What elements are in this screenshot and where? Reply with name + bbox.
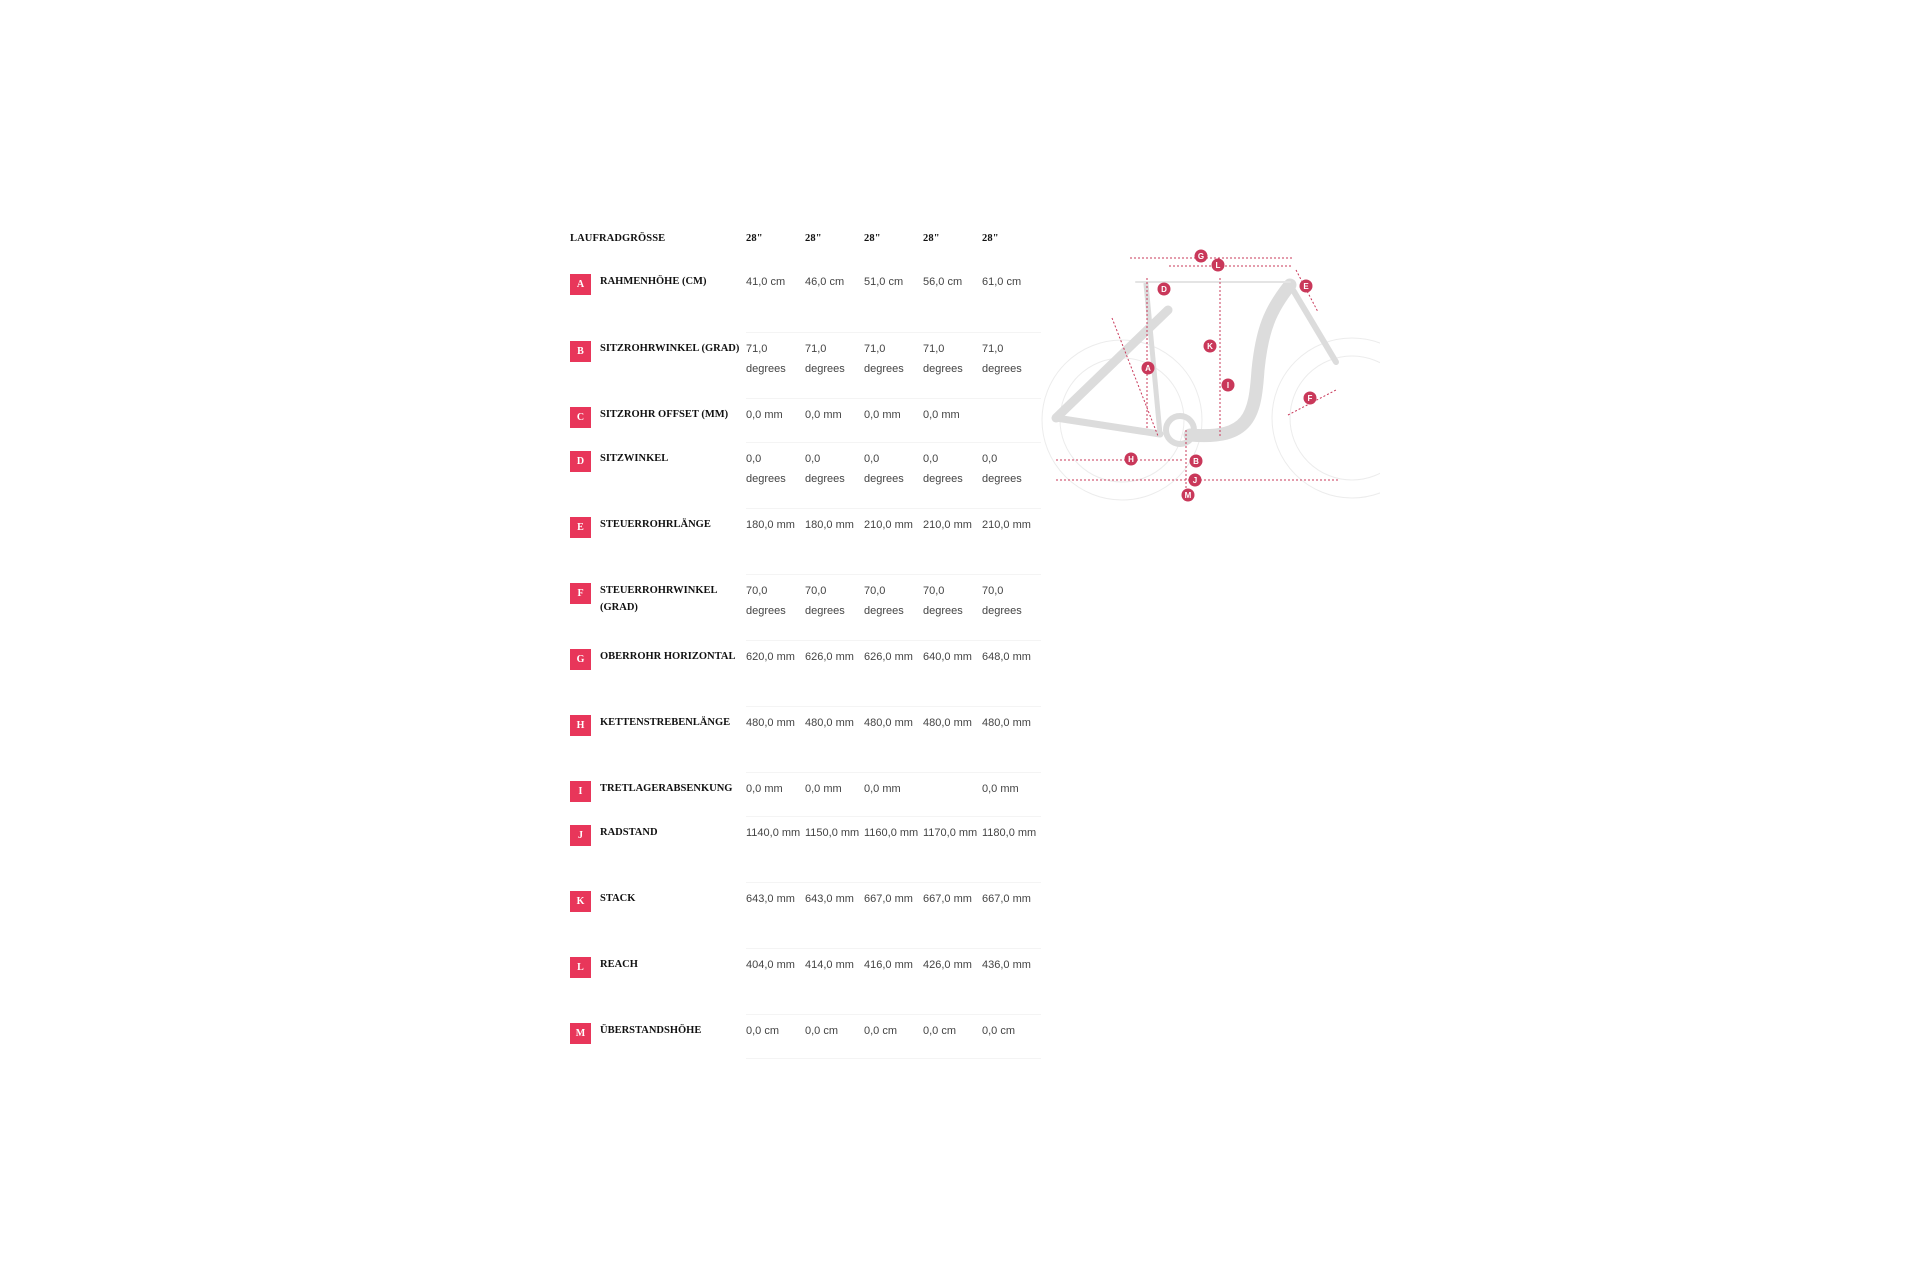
table-row (570, 266, 1041, 332)
value-cell: 71,0 degrees (805, 332, 864, 398)
dimension-marker (1204, 340, 1217, 353)
dimension-label: TRETLAGERABSENKUNG (600, 782, 733, 794)
wheel-size-2: 28" (805, 233, 822, 244)
dimension-key-badge: M (570, 1023, 591, 1044)
dimension-marker-label: F (1307, 394, 1313, 403)
value-cell: 480,0 mm (746, 706, 805, 772)
value-cell: 620,0 mm (746, 640, 805, 706)
value-cell: 640,0 mm (923, 640, 982, 706)
value-cell: 667,0 mm (864, 882, 923, 948)
row-label-cell (570, 332, 746, 398)
dimension-key-badge: I (570, 781, 591, 802)
value-cell: 0,0 cm (982, 1014, 1041, 1058)
value-cell: 0,0 mm (982, 772, 1041, 816)
value-cell: 70,0 degrees (864, 574, 923, 640)
dimension-key-badge: H (570, 715, 591, 736)
table-row (570, 442, 1041, 508)
value-cell: 626,0 mm (805, 640, 864, 706)
row-label-cell (570, 706, 746, 772)
row-label-cell (570, 398, 746, 442)
row-label-cell (570, 1014, 746, 1058)
value-cell: 1150,0 mm (805, 816, 864, 882)
value-cell: 426,0 mm (923, 948, 982, 1014)
dimension-marker (1222, 379, 1235, 392)
value-cell: 70,0 degrees (982, 574, 1041, 640)
dimension-marker (1158, 283, 1171, 296)
value-cell: 70,0 degrees (746, 574, 805, 640)
value-cell: 480,0 mm (982, 706, 1041, 772)
value-cell: 0,0 mm (746, 398, 805, 442)
value-cell (982, 398, 1041, 442)
value-cell: 0,0 mm (864, 398, 923, 442)
dimension-marker-label: K (1207, 342, 1213, 351)
value-cell: 70,0 degrees (923, 574, 982, 640)
dimension-marker (1190, 455, 1203, 468)
dimension-marker-label: B (1193, 457, 1199, 466)
geometry-table-body (570, 266, 1041, 1058)
value-cell: 480,0 mm (864, 706, 923, 772)
table-row (570, 948, 1041, 1014)
value-cell: 0,0 degrees (746, 442, 805, 508)
row-label-cell (570, 574, 746, 640)
dimension-key-badge: L (570, 957, 591, 978)
dimension-key-badge: B (570, 341, 591, 362)
row-label-cell (570, 816, 746, 882)
value-cell: 0,0 degrees (982, 442, 1041, 508)
value-cell: 0,0 degrees (864, 442, 923, 508)
wheel-size-4: 28" (923, 233, 940, 244)
dimension-marker (1212, 259, 1225, 272)
value-cell: 180,0 mm (805, 508, 864, 574)
row-label-cell (570, 948, 746, 1014)
header-row (570, 222, 1041, 266)
value-cell: 404,0 mm (746, 948, 805, 1014)
dimension-label: STACK (600, 892, 636, 904)
table-row (570, 1014, 1041, 1058)
value-cell: 1140,0 mm (746, 816, 805, 882)
row-label-cell (570, 266, 746, 332)
dimension-key-badge: G (570, 649, 591, 670)
table-row (570, 640, 1041, 706)
dimension-marker (1189, 474, 1202, 487)
value-cell: 480,0 mm (805, 706, 864, 772)
value-cell: 648,0 mm (982, 640, 1041, 706)
dimension-label: SITZROHRWINKEL (GRAD) (600, 342, 740, 354)
value-cell: 643,0 mm (805, 882, 864, 948)
value-cell: 0,0 cm (923, 1014, 982, 1058)
value-cell: 0,0 degrees (805, 442, 864, 508)
dimension-key-badge: F (570, 583, 591, 604)
dimension-key-badge: D (570, 451, 591, 472)
dimension-key-badge: E (570, 517, 591, 538)
value-cell: 626,0 mm (864, 640, 923, 706)
value-cell: 480,0 mm (923, 706, 982, 772)
dimension-label: SITZWINKEL (600, 452, 669, 464)
dimension-marker-label: M (1184, 491, 1192, 500)
value-cell: 41,0 cm (746, 266, 805, 332)
row-label-cell (570, 882, 746, 948)
geometry-table (570, 222, 1041, 1059)
table-row (570, 508, 1041, 574)
value-cell: 210,0 mm (923, 508, 982, 574)
wheel-size-header: LAUFRADGRÖSSE (570, 233, 666, 244)
table-row (570, 574, 1041, 640)
dimension-marker-label: G (1197, 252, 1205, 261)
value-cell: 1180,0 mm (982, 816, 1041, 882)
dimension-label: OBERROHR HORIZONTAL (600, 650, 736, 662)
value-cell: 667,0 mm (923, 882, 982, 948)
dimension-marker (1300, 280, 1313, 293)
value-cell: 0,0 cm (746, 1014, 805, 1058)
value-cell: 416,0 mm (864, 948, 923, 1014)
value-cell: 0,0 mm (805, 398, 864, 442)
dimension-label: REACH (600, 958, 638, 970)
dimension-label: KETTENSTREBENLÄNGE (600, 716, 731, 728)
dimension-marker-label: I (1226, 381, 1230, 390)
dimension-marker (1304, 392, 1317, 405)
value-cell: 71,0 degrees (746, 332, 805, 398)
value-cell: 1170,0 mm (923, 816, 982, 882)
value-cell: 1160,0 mm (864, 816, 923, 882)
dimension-label: SITZROHR OFFSET (MM) (600, 408, 729, 420)
front-wheel (1272, 338, 1380, 498)
dimension-marker-label: L (1215, 261, 1221, 270)
dimension-marker-label: D (1161, 285, 1167, 294)
table-row (570, 772, 1041, 816)
row-label-cell (570, 442, 746, 508)
table-row (570, 882, 1041, 948)
value-cell: 46,0 cm (805, 266, 864, 332)
value-cell: 667,0 mm (982, 882, 1041, 948)
value-cell (923, 772, 982, 816)
row-label-cell (570, 772, 746, 816)
dimension-marker-label: J (1192, 476, 1198, 485)
dimension-label: STEUERROHRWINKEL (GRAD) (600, 584, 717, 613)
table-row (570, 332, 1041, 398)
value-cell: 0,0 cm (805, 1014, 864, 1058)
wheel-size-1: 28" (746, 233, 763, 244)
dimension-key-badge: J (570, 825, 591, 846)
dimension-marker (1142, 362, 1155, 375)
dimension-marker-label: H (1128, 455, 1134, 464)
dimension-label: RAHMENHÖHE (CM) (600, 276, 707, 287)
value-cell: 61,0 cm (982, 266, 1041, 332)
value-cell: 71,0 degrees (864, 332, 923, 398)
dimension-marker (1182, 489, 1195, 502)
dimension-key-badge: C (570, 407, 591, 428)
value-cell: 0,0 mm (805, 772, 864, 816)
row-label-cell (570, 640, 746, 706)
row-label-cell (570, 508, 746, 574)
value-cell: 51,0 cm (864, 266, 923, 332)
dimension-marker (1195, 250, 1208, 263)
value-cell: 436,0 mm (982, 948, 1041, 1014)
value-cell: 71,0 degrees (982, 332, 1041, 398)
value-cell: 180,0 mm (746, 508, 805, 574)
value-cell: 70,0 degrees (805, 574, 864, 640)
value-cell: 643,0 mm (746, 882, 805, 948)
value-cell: 0,0 degrees (923, 442, 982, 508)
dimension-marker-label: E (1303, 282, 1309, 291)
dimension-key-badge: A (570, 274, 591, 295)
value-cell: 56,0 cm (923, 266, 982, 332)
table-row (570, 706, 1041, 772)
value-cell: 0,0 mm (864, 772, 923, 816)
wheel-size-3: 28" (864, 233, 881, 244)
dimension-label: RADSTAND (600, 826, 658, 838)
value-cell: 0,0 mm (923, 398, 982, 442)
dimension-label: STEUERROHRLÄNGE (600, 518, 711, 530)
table-row (570, 816, 1041, 882)
value-cell: 414,0 mm (805, 948, 864, 1014)
dimension-marker-label: A (1145, 364, 1151, 373)
value-cell: 0,0 mm (746, 772, 805, 816)
dimension-key-badge: K (570, 891, 591, 912)
value-cell: 210,0 mm (864, 508, 923, 574)
value-cell: 210,0 mm (982, 508, 1041, 574)
dimension-marker (1125, 453, 1138, 466)
value-cell: 0,0 cm (864, 1014, 923, 1058)
table-row (570, 398, 1041, 442)
bike-frame-diagram (1040, 240, 1380, 530)
value-cell: 71,0 degrees (923, 332, 982, 398)
wheel-size-5: 28" (982, 233, 999, 244)
dimension-label: ÜBERSTANDSHÖHE (600, 1024, 702, 1036)
